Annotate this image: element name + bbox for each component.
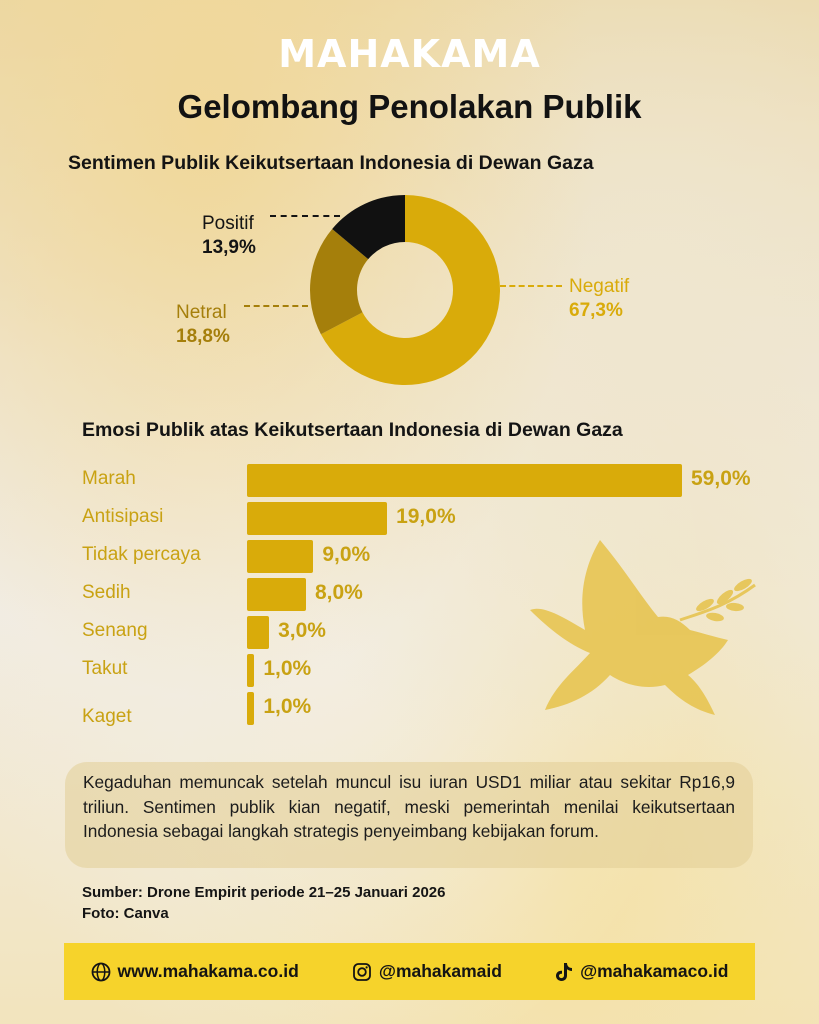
footer-tiktok[interactable] xyxy=(555,961,728,982)
bar-value-label: 3,0% xyxy=(278,619,326,642)
pie-chart-title: Sentimen Publik Keikutsertaan Indonesia di Dewan Gaza xyxy=(68,152,594,174)
source-line: Sumber: Drone Empirit periode 21–25 Januari 2026 xyxy=(82,884,446,901)
bar-value-label: 59,0% xyxy=(691,467,751,490)
bar-category-label: Marah xyxy=(82,468,136,489)
footer-website[interactable] xyxy=(91,961,299,982)
bar-category-label: Sedih xyxy=(82,582,131,603)
bar-marah xyxy=(247,464,682,497)
summary-text: Kegaduhan memuncak setelah muncul isu iuran USD1 miliar atau sekitar Rp16,9 triliun. Sentimen publik kian negatif, meski pemerintah menilai keikutsertaan Indonesia sebagai langkah strategis penyeimbang kebijakan forum. xyxy=(83,772,735,841)
footer-bar xyxy=(64,943,755,1000)
bar-chart-title: Emosi Publik atas Keikutsertaan Indonesia di Dewan Gaza xyxy=(82,419,623,441)
photo-credit: Foto: Canva xyxy=(82,905,169,922)
pie-label-value: 18,8% xyxy=(176,326,230,347)
bar-value-label: 19,0% xyxy=(396,505,456,528)
tiktok-icon xyxy=(555,962,573,982)
instagram-text: @mahakamaid xyxy=(378,961,502,981)
bar-category-label: Senang xyxy=(82,620,148,641)
footer-instagram[interactable] xyxy=(352,961,502,982)
bar-category-label: Tidak percaya xyxy=(82,544,201,565)
summary-note xyxy=(65,762,753,868)
bar-value-label: 8,0% xyxy=(314,581,363,604)
bar-tidak-percaya xyxy=(247,540,313,573)
globe-icon xyxy=(91,962,111,982)
bar-value-label: 1,0% xyxy=(263,695,312,718)
pie-label-value: 13,9% xyxy=(202,237,256,258)
brand-part2: KAMA xyxy=(410,32,541,76)
pie-label-value: 67,3% xyxy=(569,300,623,321)
bar-takut xyxy=(247,654,254,687)
bar-value-label: 1,0% xyxy=(263,657,312,680)
bar-category-label: Takut xyxy=(82,658,128,679)
brand-part1: MAHA xyxy=(278,32,411,76)
bar-value-label: 9,0% xyxy=(322,543,371,566)
website-text: www.mahakama.co.id xyxy=(117,961,299,981)
dove-illustration xyxy=(530,535,770,725)
page-title: Gelombang Penolakan Publik xyxy=(177,88,642,125)
instagram-icon xyxy=(352,962,372,982)
bar-kaget xyxy=(247,692,254,725)
tiktok-text: @mahakamaco.id xyxy=(580,961,729,981)
bar-category-label: Antisipasi xyxy=(82,506,164,527)
pie-label-name: Netral xyxy=(176,302,227,323)
pie-label-name: Negatif xyxy=(569,276,630,297)
pie-label-name: Positif xyxy=(202,213,254,234)
bar-category-label: Kaget xyxy=(82,706,132,727)
bar-sedih xyxy=(247,578,306,611)
bar-antisipasi xyxy=(247,502,387,535)
bar-senang xyxy=(247,616,269,649)
source-block xyxy=(82,882,445,924)
